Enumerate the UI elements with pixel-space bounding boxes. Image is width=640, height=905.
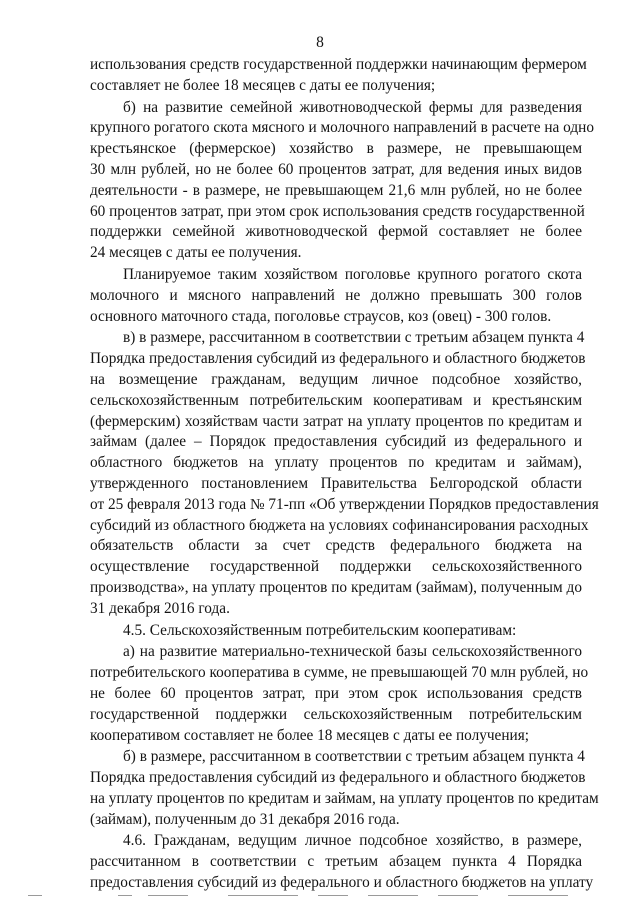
text-line: Порядка предоставления субсидий из федерального и областного бюджетов (90, 769, 586, 787)
text-line: займам (далее – Порядок предоставления субсидий из федерального и (90, 433, 582, 451)
paragraph-item-b-family-farm (90, 98, 594, 264)
text-line: от 25 февраля 2013 года № 71-пп «Об утверждении Порядков предоставления (90, 495, 599, 513)
text-line: Планируемое таким хозяйством поголовье крупного рогатого скота (123, 265, 582, 283)
text-line: использования средств государственной поддержки начинающим фермером (90, 56, 587, 73)
paragraph-item-v-interest (90, 328, 599, 619)
text-line: в) в размере, рассчитанном в соответствии с третьим абзацем пункта 4 (123, 329, 585, 347)
text-line: крестьянское (фермерское) хозяйство в размере, не превышающем (90, 140, 582, 158)
text-line: 24 месяцев с даты ее получения. (90, 244, 302, 262)
text-line: на уплату процентов по кредитам и займам, на уплату процентов по кредитам (90, 789, 599, 807)
paragraph-item-b-cooperative-interest (90, 747, 599, 830)
text-line: а) на развитие материально-технической базы сельскохозяйственного (123, 643, 582, 661)
paragraph-continuation (90, 55, 587, 97)
scan-artifact-mark (118, 895, 132, 896)
text-line: молочного и мясного направлений не должно превышать 300 голов (90, 286, 582, 304)
text-line: 30 млн рублей, но не более 60 процентов затрат, для ведения иных видов (90, 160, 582, 178)
text-line: 31 декабря 2016 года. (90, 599, 230, 617)
text-line: потребительского кооператива в сумме, не превышающей 70 млн рублей, но (90, 664, 589, 682)
document-body (90, 55, 599, 895)
scan-artifact-mark (28, 895, 42, 896)
section-heading-4-5 (90, 621, 582, 642)
scan-footer-marks (28, 893, 588, 899)
scan-artifact-mark (318, 895, 348, 896)
text-line: предоставления субсидий из федерального и областного бюджетов на уплату (90, 874, 594, 892)
text-line: осуществление государственной поддержки сельскохозяйственного (90, 558, 582, 576)
text-line: б) на развитие семейной животноводческой фермы для разведения (123, 98, 582, 116)
text-line: 60 процентов затрат, при этом срок использования средств государственной (90, 202, 585, 220)
paragraph-item-a-cooperative (90, 642, 589, 746)
paragraph-livestock-limit (90, 265, 582, 327)
page-number: 8 (316, 34, 324, 51)
text-line: основного маточного стада, поголовье страусов, коз (овец) - 300 голов. (90, 307, 552, 325)
text-line: государственной поддержки сельскохозяйственным потребительским (90, 705, 582, 723)
scan-artifact-mark (508, 895, 568, 896)
text-line: 4.6. Гражданам, ведущим личное подсобное хозяйство, в размере, (123, 832, 582, 850)
text-line: обязательств области за счет средств федерального бюджета на (90, 537, 582, 555)
text-line: Порядка предоставления субсидий из федерального и областного бюджетов (90, 350, 586, 368)
scan-artifact-mark (438, 895, 478, 896)
scan-artifact-mark (228, 895, 298, 896)
text-line: составляет не более 18 месяцев с даты ее получения; (90, 76, 436, 94)
text-line: на возмещение гражданам, ведущим личное подсобное хозяйство, (90, 370, 582, 388)
text-line: деятельности - в размере, не превышающем 21,6 млн рублей, но не более (90, 181, 582, 199)
text-line: (фермерским) хозяйствам части затрат на уплату процентов по кредитам и (90, 412, 582, 430)
text-line: поддержки семейной животноводческой фермой составляет не более (90, 223, 582, 241)
text-line: рассчитанном в соответствии с третьим абзацем пункта 4 Порядка (90, 853, 582, 871)
text-line: утвержденного постановлением Правительства Белгородской области (90, 474, 582, 492)
scan-artifact-mark (148, 895, 188, 896)
text-line: субсидий из областного бюджета на условиях софинансирования расходных (90, 516, 589, 534)
text-line: кооперативом составляет не более 18 месяцев с даты ее получения; (90, 726, 530, 744)
text-line: крупного рогатого скота мясного и молочного направлений в расчете на одно (90, 119, 594, 137)
text-line: областного бюджетов на уплату процентов по кредитам и займам), (90, 454, 582, 472)
scan-artifact-mark (368, 895, 418, 896)
section-4-6-citizens (90, 831, 594, 893)
text-line: сельскохозяйственным потребительским кооперативам и крестьянским (90, 391, 582, 409)
text-line: производства», на уплату процентов по кредитам (займам), полученным до (90, 578, 582, 596)
text-line: (займам), полученным до 31 декабря 2016 года. (90, 810, 400, 828)
text-line: 4.5. Сельскохозяйственным потребительским кооперативам: (123, 621, 517, 639)
text-line: не более 60 процентов затрат, при этом срок использования средств (90, 684, 582, 702)
text-line: б) в размере, рассчитанном в соответствии с третьим абзацем пункта 4 (123, 748, 585, 766)
